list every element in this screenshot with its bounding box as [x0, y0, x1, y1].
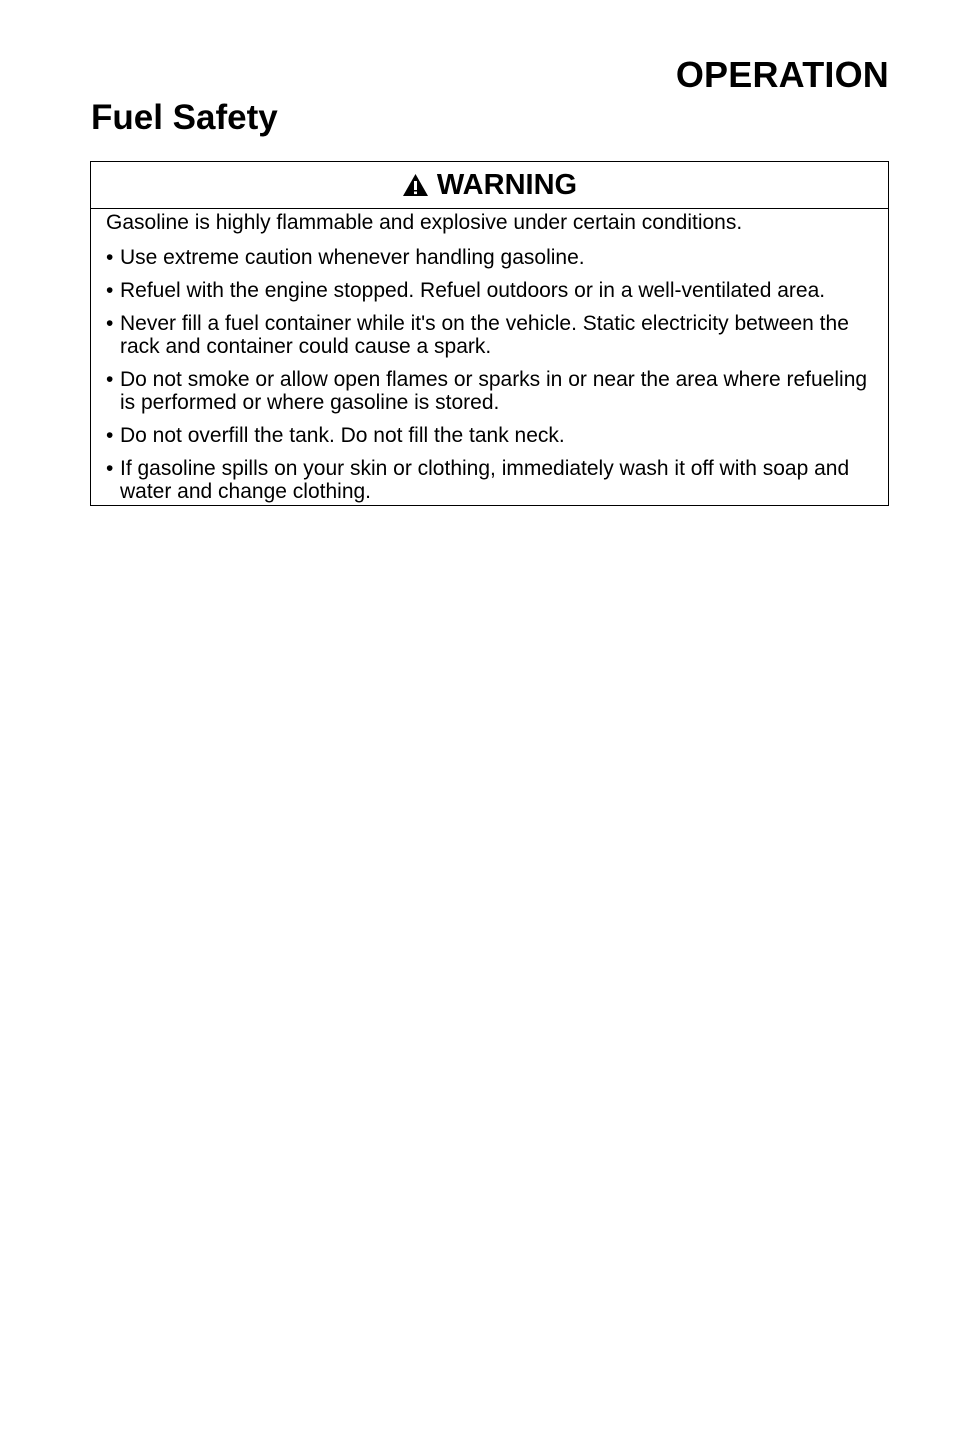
page-title: Fuel Safety — [91, 98, 278, 137]
list-item-text: Do not smoke or allow open flames or sparks in or near the area where refueling is performed or where gasoline is stored. — [120, 368, 868, 414]
list-item — [106, 246, 888, 269]
warning-list — [106, 246, 888, 503]
list-item — [106, 368, 888, 414]
list-item — [106, 457, 888, 503]
list-item-text: If gasoline spills on your skin or clothing, immediately wash it off with soap and water and change clothing. — [120, 457, 850, 503]
bullet-icon: • — [106, 368, 114, 391]
bullet-icon: • — [106, 424, 114, 447]
list-item-text: Refuel with the engine stopped. Refuel outdoors or in a well-ventilated area. — [120, 279, 826, 302]
list-item-text: Do not overfill the tank. Do not fill the tank neck. — [120, 424, 565, 447]
list-item — [106, 312, 888, 358]
warning-title: WARNING — [436, 169, 578, 201]
list-item — [106, 424, 888, 447]
bullet-icon: • — [106, 457, 114, 480]
list-item-text: Use extreme caution whenever handling gasoline. — [120, 246, 585, 269]
bullet-icon: • — [106, 279, 114, 302]
warning-triangle-icon — [402, 173, 429, 197]
section-header: OPERATION — [675, 54, 889, 95]
warning-body — [91, 209, 888, 503]
list-item — [106, 279, 888, 302]
list-item-text: Never fill a fuel container while it's on the vehicle. Static electricity between the rack and container could cause a spark. — [120, 312, 849, 358]
warning-intro: Gasoline is highly flammable and explosive under certain conditions. — [106, 211, 743, 234]
bullet-icon: • — [106, 312, 114, 335]
warning-box — [90, 161, 889, 506]
warning-header — [91, 162, 888, 209]
bullet-icon: • — [106, 246, 114, 269]
